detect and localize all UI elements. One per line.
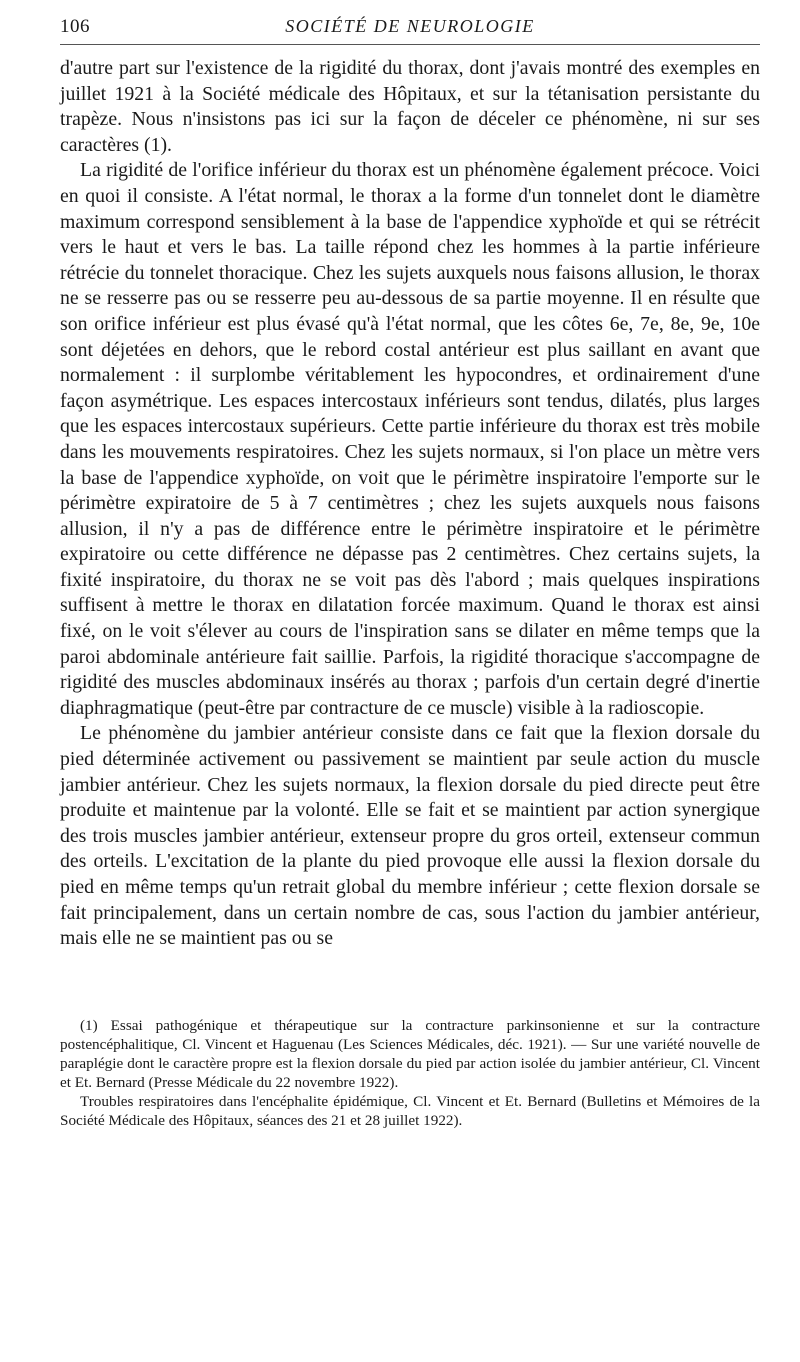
paragraph: Le phénomène du jambier antérieur consiste dans ce fait que la flexion dorsale du pied déterminée activement ou passivement se maintient par seule action du muscle jambier antérieur. Chez les sujets normaux, la flexion dorsale du pied directe peut être produite et maintenue par la volonté. Elle se fait et se maintient par action synergique des trois muscles jambier antérieur, extenseur propre du gros orteil, extenseur commun des orteils. L'excitation de la plante du pied provoque elle aussi la flexion dorsale du pied en même temps qu'un retrait global du membre inférieur ; cette flexion dorsale se fait principalement, dans un certain nombre de cas, sous l'action du jambier antérieur, mais elle ne se maintient pas ou se (60, 722, 760, 950)
page-number: 106 (60, 16, 90, 37)
footnote: (1) Essai pathogénique et thérapeutique sur la contracture parkinsonienne et sur la contracture postencéphalitique, Cl. Vincent et Haguenau (Les Sciences Médicales, déc. 1921). — Sur une variété nouvelle de paraplégie dont le caractère propre est la flexion dorsale du pied par action isolée du jambier antérieur, Cl. Vincent et Et. Bernard (Presse Médicale du 22 novembre 1922). (60, 1017, 760, 1091)
running-header (60, 14, 760, 45)
footnotes (60, 1016, 760, 1130)
paragraph: La rigidité de l'orifice inférieur du thorax est un phénomène également précoce. Voici en quoi il consiste. A l'état normal, le thorax a la forme d'un tonnelet dont le diamètre maximum correspond sensiblement à la base de l'appendice xyphoïde et qui se rétrécit vers le haut et vers le bas. La taille répond chez les hommes à la partie inférieure rétrécie du tonnelet thoracique. Chez les sujets auxquels nous faisons allusion, le thorax ne se resserre pas ou se resserre peu au-dessous de sa partie moyenne. Il en résulte que son orifice inférieur est plus évasé qu'à l'état normal, que les côtes 6e, 7e, 8e, 9e, 10e sont déjetées en dehors, que le rebord costal antérieur est plus saillant en avant que normalement : il surplombe véritablement les hypocondres, et ordinairement d'une façon asymétrique. Les espaces intercostaux inférieurs sont tendus, dilatés, plus larges que les espaces intercostaux supérieurs. Cette partie inférieure du thorax est très mobile dans les mouvements respiratoires. Chez les sujets normaux, si l'on place un mètre vers la base de l'appendice xyphoïde, on voit que le périmètre inspiratoire l'emporte sur le périmètre expiratoire de 5 à 7 centimètres ; chez les sujets auxquels nous faisons allusion, il n'y a pas de différence entre le périmètre inspiratoire et le périmètre expiratoire ou cette différence ne dépasse pas 2 centimètres. Chez certains sujets, la fixité inspiratoire, du thorax ne se voit pas dès l'abord ; mais quelques inspirations suffisent à mettre le thorax en dilatation forcée maximum. Quand le thorax est ainsi fixé, on le voit s'élever au cours de l'inspiration sans se dilater en même temps que la paroi abdominale antérieure fait saillie. Parfois, la rigidité thoracique s'accompagne de rigidité des muscles abdominaux insérés au thorax ; parfois d'un certain degré d'inertie diaphragmatique (peut-être par contracture de ce muscle) visible à la radioscopie. (60, 159, 760, 719)
body-text (60, 56, 760, 952)
running-title: SOCIÉTÉ DE NEUROLOGIE (285, 16, 535, 36)
footnote: Troubles respiratoires dans l'encéphalite épidémique, Cl. Vincent et Et. Bernard (Bulletins et Mémoires de la Société Médicale des Hôpitaux, séances des 21 et 28 juillet 1922). (60, 1093, 760, 1129)
paragraph: d'autre part sur l'existence de la rigidité du thorax, dont j'avais montré des exemples en juillet 1921 à la Société médicale des Hôpitaux, et sur la tétanisation persistante du trapèze. Nous n'insistons pas ici sur la façon de déceler ce phénomène, ni sur ses caractères (1). (60, 57, 760, 156)
